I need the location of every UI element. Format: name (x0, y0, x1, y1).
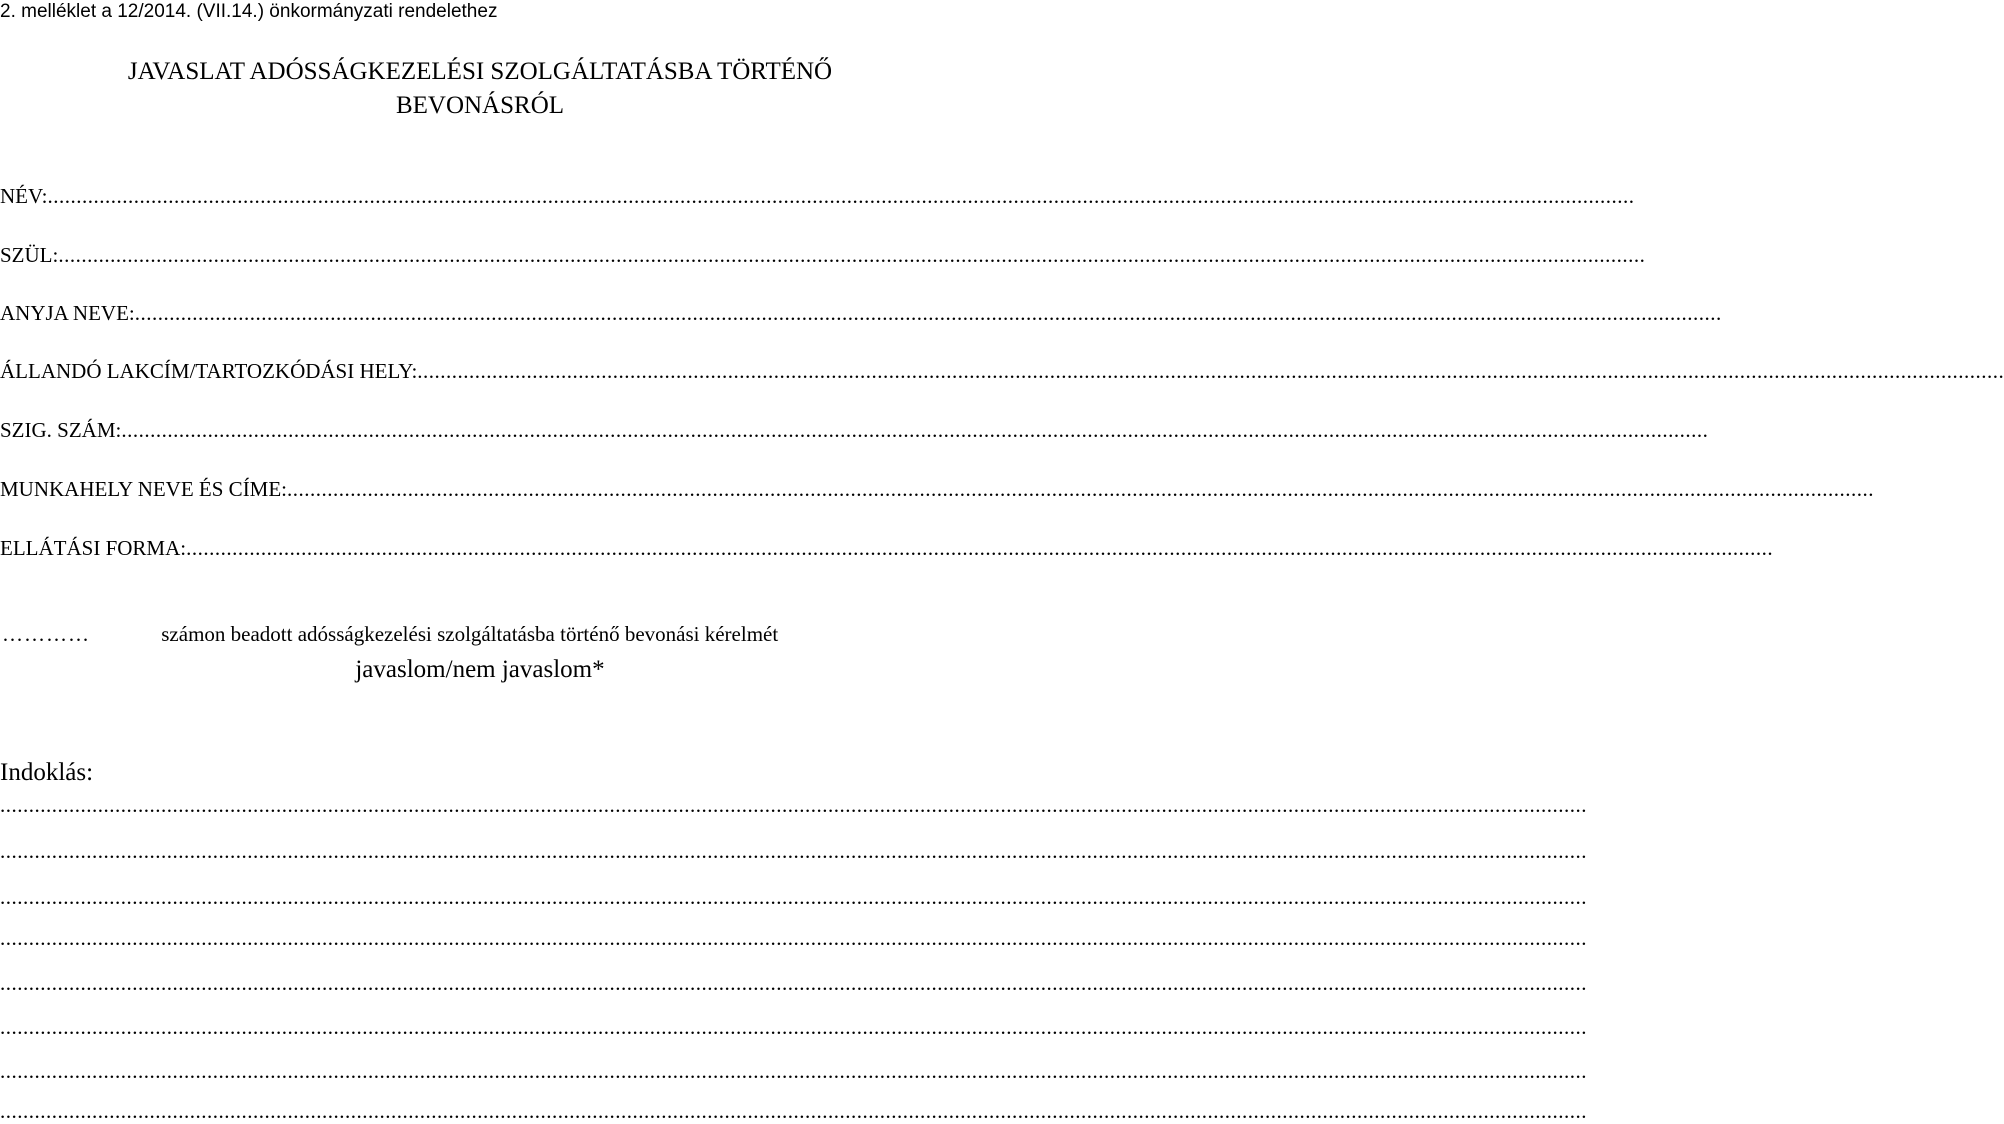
field-name-dots: .................................................................................................................................................................................................................................................................................... (47, 184, 1635, 208)
field-mother-name-label: ANYJA NEVE: (0, 301, 135, 325)
field-id-number[interactable] (0, 415, 1709, 445)
field-id-number-dots: .................................................................................................................................................................................................................................................................................... (121, 418, 1709, 442)
field-birth-label: SZÜL: (0, 243, 59, 267)
justification-line-8[interactable]: .................................................................................................................................................................................................................................................................................... (0, 1099, 1587, 1123)
field-workplace-dots: .................................................................................................................................................................................................................................................................................... (287, 477, 1875, 501)
field-mother-name[interactable] (0, 298, 1722, 328)
document-title-line-2: BEVONÁSRÓL (395, 92, 565, 119)
field-address[interactable] (0, 356, 2004, 386)
justification-line-5[interactable]: .................................................................................................................................................................................................................................................................................... (0, 971, 1587, 995)
field-care-form-label: ELLÁTÁSI FORMA: (0, 536, 187, 560)
field-mother-name-dots: .................................................................................................................................................................................................................................................................................... (134, 301, 1722, 325)
field-workplace-label: MUNKAHELY NEVE ÉS CÍME: (0, 477, 288, 501)
field-birth[interactable] (0, 240, 1646, 270)
justification-line-4[interactable]: .................................................................................................................................................................................................................................................................................... (0, 926, 1587, 950)
recommendation-choice[interactable]: javaslom/nem javaslom* (355, 656, 605, 683)
justification-line-6[interactable]: .................................................................................................................................................................................................................................................................................... (0, 1015, 1587, 1039)
justification-line-3[interactable]: .................................................................................................................................................................................................................................................................................... (0, 885, 1587, 909)
field-name-label: NÉV: (0, 184, 48, 208)
annex-header: 2. melléklet a 12/2014. (VII.14.) önkormányzati rendelethez (0, 1, 498, 22)
field-address-label: ÁLLANDÓ LAKCÍM/TARTOZKÓDÁSI HELY: (0, 359, 418, 383)
field-birth-dots: .................................................................................................................................................................................................................................................................................... (58, 243, 1646, 267)
field-id-number-label: SZIG. SZÁM: (0, 418, 122, 442)
field-workplace[interactable] (0, 474, 1875, 504)
justification-line-1[interactable]: .................................................................................................................................................................................................................................................................................... (0, 793, 1587, 817)
request-number-placeholder[interactable]: ………… (2, 622, 90, 646)
request-statement (0, 620, 960, 648)
field-care-form-dots: .................................................................................................................................................................................................................................................................................... (186, 536, 1774, 560)
justification-line-7[interactable]: .................................................................................................................................................................................................................................................................................... (0, 1059, 1587, 1083)
field-address-dots: .................................................................................................................................................................................................................................................................................... (417, 359, 2004, 383)
field-care-form[interactable] (0, 533, 1774, 563)
document-title-line-1: JAVASLAT ADÓSSÁGKEZELÉSI SZOLGÁLTATÁSBA TÖRTÉNŐ (127, 58, 833, 85)
field-name[interactable] (0, 181, 1635, 211)
justification-line-2[interactable]: .................................................................................................................................................................................................................................................................................... (0, 839, 1587, 863)
request-statement-text: számon beadott adósságkezelési szolgáltatásba történő bevonási kérelmét (156, 622, 779, 646)
justification-label: Indoklás: (0, 759, 94, 786)
